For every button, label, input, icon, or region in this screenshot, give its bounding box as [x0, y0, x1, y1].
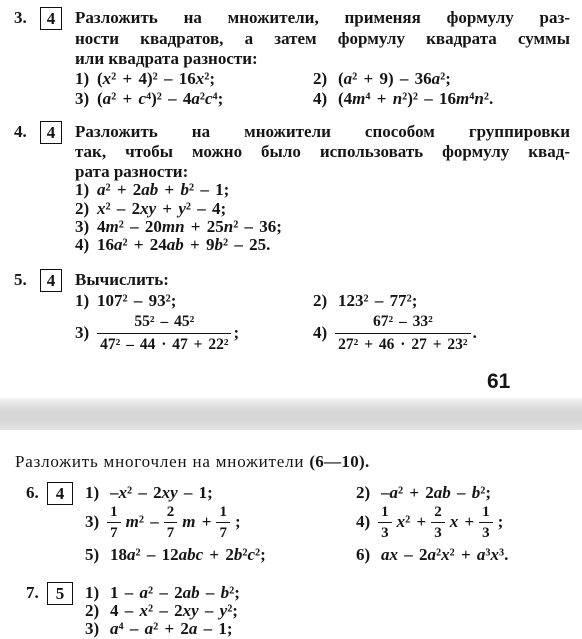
fraction-numerator: 1	[216, 503, 230, 523]
statement-line: или квадрата разности:	[75, 49, 258, 68]
fraction	[378, 503, 392, 542]
item-label: 2)	[313, 69, 328, 88]
fraction-denominator: 3	[482, 524, 490, 541]
item-label: 2)	[356, 483, 371, 502]
item-expression: x² – 2xy + y² – 4;	[97, 199, 227, 218]
item-expression: a⁴ – a² + 2a – 1;	[110, 619, 233, 638]
statement-line: рата разности:	[75, 162, 189, 181]
section-heading-range: (6—10).	[309, 452, 370, 471]
item-expression: (x² + 4)² – 16x²;	[97, 69, 215, 88]
item-label: 1)	[85, 583, 100, 602]
fraction-numerator: 67² – 33²	[335, 312, 470, 334]
fraction	[216, 503, 230, 542]
statement-line: Разложить на множители, применяя формулу раз-	[75, 8, 570, 27]
statement-line: Вычислить:	[75, 270, 169, 289]
difficulty-level-box: 4	[47, 482, 73, 505]
item-end-punctuation: ;	[233, 323, 240, 342]
statement-line: Разложить на множители способом группировки	[75, 122, 570, 141]
fraction-denominator: 7	[219, 524, 227, 541]
fraction-denominator: 7	[110, 524, 118, 541]
fraction	[107, 503, 121, 542]
fraction	[431, 503, 445, 542]
fraction-numerator: 1	[378, 503, 392, 523]
fraction-item	[313, 311, 477, 355]
item-label: 2)	[313, 291, 328, 310]
item-label: 2)	[75, 199, 90, 218]
difficulty-level-box: 4	[40, 7, 62, 30]
item-label: 4)	[75, 235, 90, 254]
problem-number: 4.	[14, 122, 27, 141]
problem-number: 7.	[26, 583, 39, 602]
expression-part: x +	[449, 512, 475, 531]
item-label: 3)	[75, 89, 90, 108]
page-number: 61	[487, 370, 511, 393]
item-label: 3)	[75, 217, 90, 236]
item-expression: a² + 2ab + b² – 1;	[97, 180, 230, 199]
item-expression: (a² + 9) – 36a²;	[338, 69, 451, 88]
expression-part: x² +	[396, 512, 427, 531]
item-end-punctuation: ;	[234, 512, 241, 531]
problem-number: 6.	[26, 483, 39, 502]
fraction	[479, 503, 493, 542]
item-label: 3)	[85, 619, 100, 638]
item-label: 1)	[75, 291, 90, 310]
fraction-denominator: 7	[166, 524, 175, 541]
bottom-page	[0, 430, 582, 639]
section-heading	[15, 452, 370, 472]
page-separator	[0, 398, 582, 430]
fraction-item	[356, 502, 503, 542]
item-label: 4)	[313, 89, 328, 108]
difficulty-level-box: 4	[40, 121, 62, 144]
item-expression: 16a² + 24ab + 9b² – 25.	[97, 235, 271, 254]
item-label: 1)	[75, 69, 90, 88]
item-expression: 18a² – 12abc + 2b²c²;	[110, 545, 266, 564]
item-label: 4)	[356, 512, 371, 531]
item-end-punctuation: .	[472, 323, 477, 342]
expression-part: m² –	[125, 512, 159, 531]
item-label: 4)	[313, 323, 328, 342]
item-expression: 107² – 93²;	[97, 291, 177, 310]
item-label: 2)	[85, 601, 100, 620]
fraction-denominator: 27² + 46 · 27 + 23²	[338, 335, 468, 353]
item-expression: –a² + 2ab – b²;	[381, 483, 492, 502]
item-expression: 4 – x² – 2xy – y²;	[110, 601, 238, 620]
fraction	[335, 312, 470, 355]
fraction-denominator: 47² – 44 · 47 + 22²	[100, 335, 229, 353]
difficulty-level-box: 5	[47, 582, 73, 605]
item-expression: 4m² – 20mn + 25n² – 36;	[97, 217, 282, 236]
item-label: 1)	[85, 483, 100, 502]
item-expression: 1 – a² – 2ab – b²;	[110, 583, 240, 602]
item-expression: 123² – 77²;	[338, 291, 418, 310]
fraction-numerator: 1	[479, 503, 493, 523]
item-label: 1)	[75, 180, 90, 199]
section-heading-text: Разложить многочлен на множители	[15, 452, 310, 471]
statement-line: ности квадратов, а затем формулу квадрата суммы	[75, 29, 570, 48]
fraction-item	[75, 311, 239, 355]
item-expression: (4m⁴ + n²)² – 16m⁴n².	[338, 89, 494, 108]
fraction-numerator: 1	[107, 503, 121, 523]
item-label: 3)	[75, 323, 90, 342]
item-label: 5)	[85, 545, 100, 564]
problem-number: 3.	[14, 8, 27, 27]
item-expression: ax – 2a²x² + a³x³.	[381, 545, 509, 564]
fraction-item	[85, 502, 241, 542]
problem-number: 5.	[14, 270, 27, 289]
fraction	[97, 312, 231, 355]
statement-line: так, чтобы можно было использовать формулу квад-	[75, 142, 570, 161]
fraction	[164, 503, 178, 542]
fraction-numerator: 2	[164, 503, 178, 523]
item-label: 6)	[356, 545, 371, 564]
fraction-numerator: 55² – 45²	[97, 312, 231, 334]
expression-part: m +	[182, 512, 212, 531]
item-expression: (a² + c⁴)² – 4a²c⁴;	[97, 89, 224, 108]
item-end-punctuation: ;	[497, 512, 504, 531]
difficulty-level-box: 4	[40, 269, 62, 292]
item-label: 3)	[85, 512, 100, 531]
fraction-numerator: 2	[431, 503, 445, 523]
fraction-denominator: 3	[434, 524, 442, 541]
item-expression: –x² – 2xy – 1;	[110, 483, 213, 502]
fraction-denominator: 3	[381, 524, 389, 541]
